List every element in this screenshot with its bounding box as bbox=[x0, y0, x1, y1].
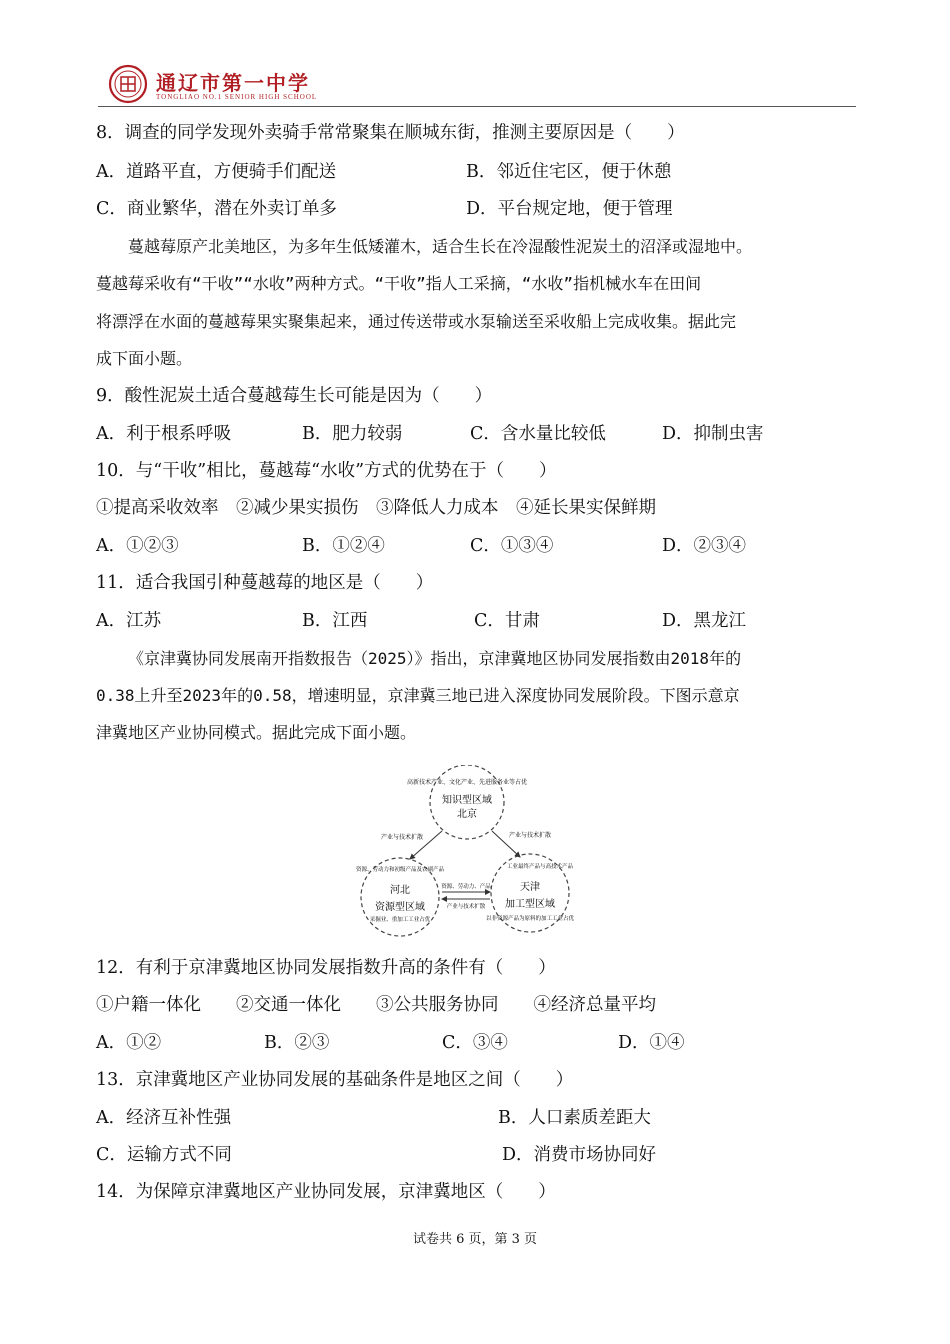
q10-statements: ①提高采收效率 ②减少果实损伤 ③降低人力成本 ④延长果实保鲜期 bbox=[96, 498, 656, 518]
header-divider bbox=[98, 106, 856, 107]
page-footer: 试卷共 6 页，第 3 页 bbox=[412, 1232, 538, 1247]
jjj-passage-line-2: 0.38上升至2023年的0.58，增速明显，京津冀三地已进入深度协同发展阶段。下图示意京 bbox=[96, 686, 740, 705]
cranberry-passage-line-3: 将漂浮在水面的蔓越莓果实聚集起来，通过传送带或水泵输送至采收船上完成收集。据此完 bbox=[96, 312, 737, 331]
q11-option-c: C．甘肃 bbox=[474, 611, 540, 631]
q12-option-c: C．③④ bbox=[442, 1033, 508, 1053]
beijing-label: 北京 bbox=[457, 809, 477, 820]
school-name: 通辽市第一中学 bbox=[156, 71, 310, 95]
q13-option-b: B．人口素质差距大 bbox=[498, 1108, 651, 1128]
q10-option-d: D．②③④ bbox=[662, 536, 747, 556]
beijing-industries: 高新技术产业、文化产业、先进服务业等占优 bbox=[406, 779, 528, 786]
jjj-passage-line-1: 《京津冀协同发展南开指数报告（2025）》指出，京津冀地区协同发展指数由2018年的 bbox=[128, 649, 742, 668]
q12-option-d: D．①④ bbox=[618, 1033, 685, 1053]
q13-option-a: A．经济互补性强 bbox=[96, 1108, 232, 1128]
q13-option-c: C．运输方式不同 bbox=[96, 1145, 232, 1165]
q8-option-a: A．道路平直，方便骑手们配送 bbox=[96, 162, 337, 182]
hebei-flow-note: 资源、劳动力和初级产品及农副产品 bbox=[355, 867, 445, 873]
q8-option-b: B．邻近住宅区，便于休憩 bbox=[466, 162, 672, 182]
q13-option-d: D．消费市场协同好 bbox=[502, 1145, 657, 1165]
q11-option-d: D．黑龙江 bbox=[662, 611, 747, 631]
q11-stem: 11．适合我国引种蔓越莓的地区是（ ） bbox=[96, 573, 434, 593]
cranberry-passage-line-2: 蔓越莓采收有“干收”“水收”两种方式。“干收”指人工采摘，“水收”指机械水车在田间 bbox=[96, 274, 702, 293]
q9-option-a: A．利于根系呼吸 bbox=[96, 424, 232, 444]
q8-stem: 8．调查的同学发现外卖骑手常常聚集在顺城东街，推测主要原因是（ ） bbox=[96, 123, 685, 143]
school-header bbox=[98, 62, 856, 108]
q9-stem: 9．酸性泥炭土适合蔓越莓生长可能是因为（ ） bbox=[96, 386, 493, 406]
q10-option-a: A．①②③ bbox=[96, 536, 179, 556]
beijing-region-type: 知识型区域 bbox=[442, 795, 492, 806]
tianjin-to-hebei-flow: 产业与技术扩散 bbox=[446, 904, 486, 910]
q10-option-b: B．①②④ bbox=[302, 536, 385, 556]
school-seal-icon bbox=[108, 64, 148, 104]
q12-option-b: B．②③ bbox=[264, 1033, 330, 1053]
q10-option-c: C．①③④ bbox=[470, 536, 554, 556]
q12-option-a: A．①② bbox=[96, 1033, 162, 1053]
tianjin-flow-note: 工业最终产品与高技术产品 bbox=[506, 864, 574, 870]
q12-statements: ①户籍一体化 ②交通一体化 ③公共服务协同 ④经济总量平均 bbox=[96, 995, 656, 1015]
q12-stem: 12．有利于京津冀地区协同发展指数升高的条件有（ ） bbox=[96, 958, 556, 978]
q9-option-c: C．含水量比较低 bbox=[470, 424, 606, 444]
hebei-industries: 采掘业、重加工工业占优 bbox=[369, 917, 431, 923]
hebei-to-tianjin-flow: 资源、劳动力、产品 bbox=[441, 884, 491, 890]
industry-coordination-diagram bbox=[350, 765, 600, 940]
hebei-label: 河北 bbox=[390, 885, 410, 896]
diffusion-label-right: 产业与技术扩散 bbox=[508, 832, 552, 839]
school-english-name: TONGLIAO NO.1 SENIOR HIGH SCHOOL bbox=[156, 93, 318, 101]
tianjin-region-type: 加工型区域 bbox=[505, 899, 555, 910]
hebei-region-type: 资源型区域 bbox=[375, 902, 425, 913]
q9-option-d: D．抑制虫害 bbox=[662, 424, 764, 444]
cranberry-passage-line-4: 成下面小题。 bbox=[96, 349, 193, 368]
q11-option-b: B．江西 bbox=[302, 611, 368, 631]
q8-option-d: D．平台规定地，便于管理 bbox=[466, 199, 673, 219]
q8-option-c: C．商业繁华，潜在外卖订单多 bbox=[96, 199, 337, 219]
q10-stem: 10．与“干收”相比，蔓越莓“水收”方式的优势在于（ ） bbox=[96, 461, 557, 481]
tianjin-industries: 以非资源产品为原料的加工工业占优 bbox=[485, 916, 575, 922]
diffusion-label-left: 产业与技术扩散 bbox=[380, 834, 424, 841]
q14-stem: 14．为保障京津冀地区产业协同发展，京津冀地区（ ） bbox=[96, 1182, 556, 1202]
tianjin-label: 天津 bbox=[520, 882, 540, 893]
q11-option-a: A．江苏 bbox=[96, 611, 162, 631]
cranberry-passage-line-1: 蔓越莓原产北美地区，为多年生低矮灌木，适合生长在冷湿酸性泥炭土的沼泽或湿地中。 bbox=[128, 237, 753, 256]
q9-option-b: B．肥力较弱 bbox=[302, 424, 403, 444]
jjj-passage-line-3: 津冀地区产业协同模式。据此完成下面小题。 bbox=[96, 723, 417, 742]
q13-stem: 13．京津冀地区产业协同发展的基础条件是地区之间（ ） bbox=[96, 1070, 574, 1090]
